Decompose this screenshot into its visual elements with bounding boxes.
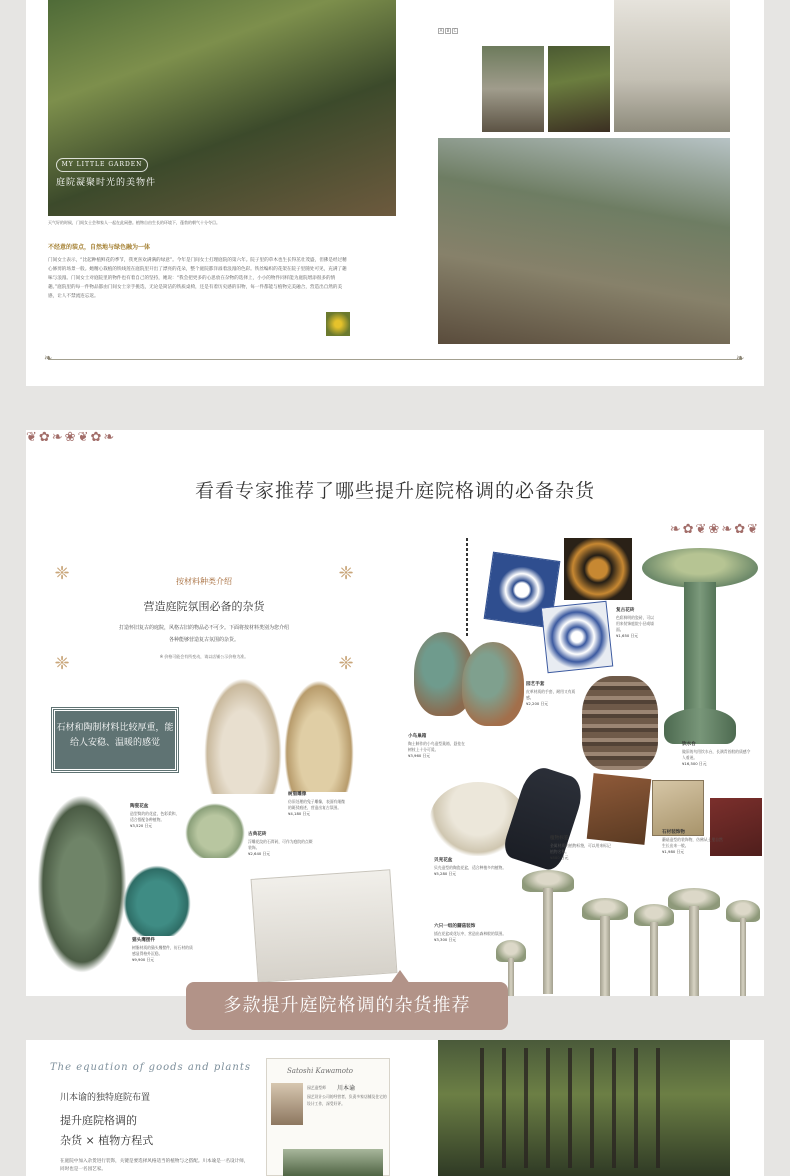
divider-ornament-right-icon: ❧ [736, 353, 745, 364]
photo-index-a: A [439, 28, 443, 33]
relief-tile-plaques [251, 869, 398, 983]
garden-patio-photo [48, 0, 396, 216]
product-desc: 贝壳花盆 贝壳造型的陶瓷花盆，适合种植多肉植物。 ¥5,280 日元 [434, 858, 507, 876]
green-ceramic-pot [184, 802, 246, 858]
corner-ornament-icon: ❈ [54, 563, 70, 584]
mushroom-ornament [726, 900, 760, 996]
photo-index-b: B [446, 28, 450, 33]
flower-thumbnail [326, 312, 350, 336]
product-desc: 陶瓷花盆 造型简约的花盆，色彩柔和，适合搭配各种植物。 ¥3,520 日元 [130, 804, 180, 828]
striped-clay-urn [582, 676, 658, 770]
article-title-line-2: 杂货 × 植物方程式 [60, 1134, 154, 1147]
product-desc: 古典花砖 浮雕花纹的石膏砖，可作为庭院的点缀装饰。 ¥2,640 日元 [248, 832, 313, 856]
promo-banner: 多款提升庭院格调的杂货推荐 [186, 982, 508, 1030]
panel-note: ※ 价格可能会有所变动，请以店铺公示价格为准。 [159, 654, 249, 659]
garden-table-photo [614, 0, 730, 132]
photo-badge: MY LITTLE GARDEN [56, 158, 148, 172]
rabbit-figurine-tan [284, 680, 354, 792]
script-title: The equation of goods and plants [50, 1062, 251, 1073]
photo-index-grid [438, 28, 460, 34]
bird-bath-stem [684, 582, 716, 716]
corner-ornament-icon: ❈ [54, 653, 70, 674]
profile-name: 川本谕 [337, 1085, 356, 1092]
corner-ornament-icon: ❈ [338, 563, 354, 584]
divider-ornament-left-icon: ❧ [44, 353, 53, 364]
plant-tag-brown [587, 773, 652, 845]
product-desc: 复古花砖 色彩鲜明的瓷砖，可以用来装饰庭院小径或墙面。 ¥1,650 日元 [616, 608, 654, 638]
magazine-spread-goods [26, 430, 764, 996]
product-desc: 饮水台 做旧的鸟用饮水台，长满青苔般的质感令人着迷。 ¥16,500 日元 [682, 742, 751, 766]
iron-gate-garden-photo [438, 1040, 730, 1176]
product-desc: 六只一组的蘑菇装饰 插在花盆或花坛中，营造出森林般的氛围。 ¥3,300 日元 [434, 924, 507, 942]
iron-gate [462, 1048, 670, 1168]
article-body: 在庭院中加入杂货进行装饰，关键是要选择风格适当的植物与之搭配。川本谕是一名设计师，同时也是一名园艺家。 [60, 1159, 249, 1172]
amber-pattern-tile [564, 538, 632, 600]
product-desc: 植物标签 金属材质的植物标签，可以用来标记植物名称。 ¥880 日元 [550, 836, 611, 860]
panel-subtitle: 按材料种类介绍 [176, 577, 232, 586]
section-title: 不经意的装点，自然地与绿色融为一体 [48, 244, 151, 251]
mushroom-ornament [582, 898, 628, 996]
product-desc: 树脂雕像 仿旧处理的兔子雕像，表面有细微的斑驳痕迹，营造出复古氛围。 ¥4,180 日元 [288, 792, 345, 816]
product-desc: 小鸟巢箱 陶土制作的小鸟造型巢箱，悬挂在树枝上十分可爱。 ¥3,960 日元 [408, 734, 465, 758]
plant-tag-tan [652, 780, 704, 836]
mushroom-ornament [668, 888, 720, 996]
intro-panel [48, 560, 360, 678]
panel-description: 打造怀旧复古的庭院，风格古旧的物品必不可少。下面将按材料类别为您介绍各种能够营造复古氛围的杂货。 [118, 625, 289, 643]
garden-plants-photo [548, 46, 610, 132]
article-kicker: 川本谕的独特庭院布置 [60, 1093, 151, 1103]
bird-house-right [462, 642, 524, 726]
profile-photo [271, 1083, 303, 1125]
page-divider [48, 359, 742, 360]
product-desc: 石材装饰物 蘑菇造型的装饰物，仿佛从土里自然生长出来一般。 ¥1,980 日元 [662, 830, 723, 854]
corner-ornament-icon: ❈ [338, 653, 354, 674]
article-title-line-1: 提升庭院格调的 [60, 1114, 137, 1127]
product-desc: 猫头鹰摆件 树脂材质的猫头鹰摆件，仿石材的质感显得格外沉稳。 ¥9,900 日元 [132, 938, 193, 962]
profile-card [266, 1058, 390, 1176]
panel-title: 营造庭院氛围必备的杂货 [143, 600, 265, 613]
spread-heading: 看看专家推荐了哪些提升庭院格调的必备杂货 [194, 480, 595, 502]
body-text: 门间女士表示，“比起种植鲜花的季节，我更喜欢满满的绿意”。今年是门间女士打理庭院的第六年。院子里的草木也生长得茁壮茂盛，但佛是经过精心修剪的场景一般。她精心栽植的铁线莲在庭院里开出了漂亮的花朵，整个庭院都洋溢着浪漫的色彩。铁丝编织的花架在院子里随处可见，充满了趣味与浪漫。门间女士对庭院里的物件也有着自己的坚持，她说：“我会把更多的心思放在杂物的选择上，小小的物件同样能为庭院增添很多的情趣。”庭院里的每一件物品都由门间女士亲手挑选，无论是简洁的铁质桌椅，还是有着历史感的旧物，每一件都能与植物完美融合，营造出自然的美感，让人不禁流连忘返。 [48, 258, 347, 299]
magazine-spread-equation [26, 1040, 764, 1176]
magazine-spread-garden-intro [26, 0, 764, 386]
teal-flower-pot [122, 864, 192, 936]
photo-caption: 天气好的时候，门间女士会和家人一起在此闲憩。植物自由生长的环境下，蓬勃的朝气十分夺目。 [48, 220, 220, 225]
material-callout: 石材和陶制材料比较厚重，能给人安稳、温暖的感觉 [52, 708, 178, 772]
product-desc: 园艺手套 皮革材质的手套，耐用又有质感。 ¥2,200 日元 [526, 682, 576, 706]
owl-statue [36, 792, 128, 976]
rabbit-figurine-white [204, 678, 282, 794]
garden-bench-photo [438, 138, 730, 344]
blue-star-tile [541, 601, 614, 674]
bird-bath-base [664, 708, 736, 744]
photo-label: 庭院凝聚时光的美物件 [56, 178, 157, 188]
profile-bio: 园艺设计公司的经营者，负责多家店铺及住宅的设计工作，深受好评。 [307, 1094, 387, 1106]
hanging-chain [466, 538, 468, 636]
stone-bird-bath [642, 548, 758, 744]
garden-tools-photo [482, 46, 544, 132]
profile-role: 园艺造型师 [307, 1085, 326, 1090]
vine-ornament-top-left-icon: ❦✿❧❀❦✿❧ [26, 430, 117, 445]
profile-name-script: Satoshi Kawamoto [287, 1067, 354, 1075]
vine-ornament-right-icon: ❧✿❦❀❧✿❦ [669, 522, 760, 537]
mushroom-ornament [522, 870, 574, 994]
photo-index-c: C [453, 28, 457, 33]
profile-garden-photo [283, 1149, 383, 1176]
